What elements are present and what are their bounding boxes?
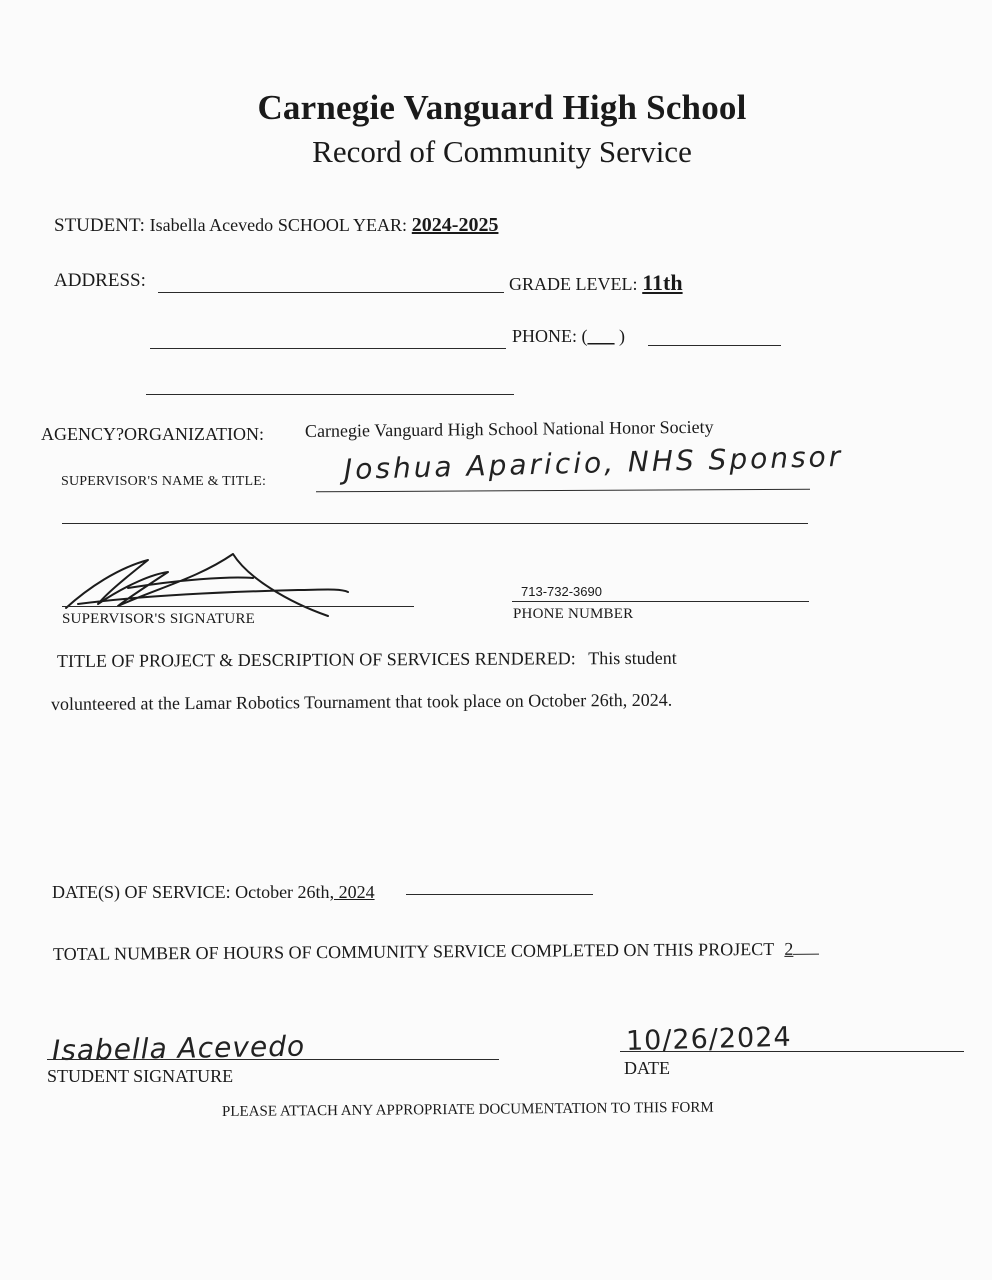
supervisor-phone-number: 713-732-3690 (521, 584, 602, 599)
school-year-value: 2024-2025 (411, 214, 499, 236)
dates-line (406, 894, 593, 895)
dates-value: October 26th (235, 882, 330, 902)
phone-close-paren: ) (619, 326, 625, 346)
grade-value: 11th (642, 270, 683, 295)
phone-line (648, 345, 781, 346)
phone-area-blank: ___ (587, 326, 615, 346)
hours-value: 2 (784, 938, 794, 959)
grade-row (509, 270, 683, 296)
phone-number-line (512, 601, 809, 602)
phone-number-label: PHONE NUMBER (513, 606, 634, 622)
address-label: ADDRESS: (54, 270, 146, 291)
project-label: TITLE OF PROJECT & DESCRIPTION OF SERVICES RENDERED: (56, 648, 576, 671)
grade-label: GRADE LEVEL: (509, 274, 638, 294)
phone-row (512, 326, 625, 347)
supervisor-name-label: SUPERVISOR'S NAME & TITLE: (61, 474, 267, 489)
student-signature-line (47, 1059, 499, 1060)
date-label: DATE (624, 1058, 670, 1078)
hours-label: TOTAL NUMBER OF HOURS OF COMMUNITY SERVICE COMPLETED ON THIS PROJECT (52, 938, 774, 964)
student-label: STUDENT: (54, 215, 145, 236)
dates-label: DATE(S) OF SERVICE: (52, 882, 231, 902)
agency-value: Carnegie Vanguard High School National Honor Society (304, 416, 714, 441)
hours-line (793, 954, 819, 955)
date-handwritten: 10/26/2024 (625, 1021, 792, 1057)
address-line-2 (150, 348, 506, 349)
address-line-1 (158, 292, 504, 293)
date-line (620, 1051, 964, 1052)
project-row (57, 648, 677, 672)
school-name: Carnegie Vanguard High School (257, 88, 747, 127)
phone-label: PHONE: ( (512, 326, 588, 346)
supervisor-signature-mark (58, 548, 358, 620)
school-year-label: SCHOOL YEAR: (277, 215, 408, 235)
supervisor-extra-line (62, 523, 808, 524)
hours-row (53, 939, 819, 965)
dates-value-cont: , 2024 (329, 882, 375, 902)
project-description-line2: volunteered at the Lamar Robotics Tournament that took place on October 26th, 2024. (50, 689, 673, 714)
student-signature-handwritten: Isabella Acevedo (51, 1029, 306, 1067)
supervisor-signature-line (62, 606, 414, 607)
supervisor-signature-label: SUPERVISOR'S SIGNATURE (62, 611, 256, 627)
agency-label: AGENCY?ORGANIZATION: (41, 424, 264, 444)
project-description-line1: This student (588, 647, 677, 669)
address-line-3 (146, 394, 514, 395)
student-row (54, 214, 498, 237)
supervisor-name-line (316, 489, 810, 493)
form-title: Record of Community Service (312, 134, 692, 169)
student-signature-label: STUDENT SIGNATURE (47, 1066, 234, 1086)
dates-row (52, 882, 375, 903)
attach-documentation-note: PLEASE ATTACH ANY APPROPRIATE DOCUMENTATION TO THIS FORM (221, 1099, 714, 1120)
student-name: Isabella Acevedo (149, 215, 274, 235)
supervisor-name-handwritten: Joshua Aparicio, NHS Sponsor (343, 439, 844, 486)
